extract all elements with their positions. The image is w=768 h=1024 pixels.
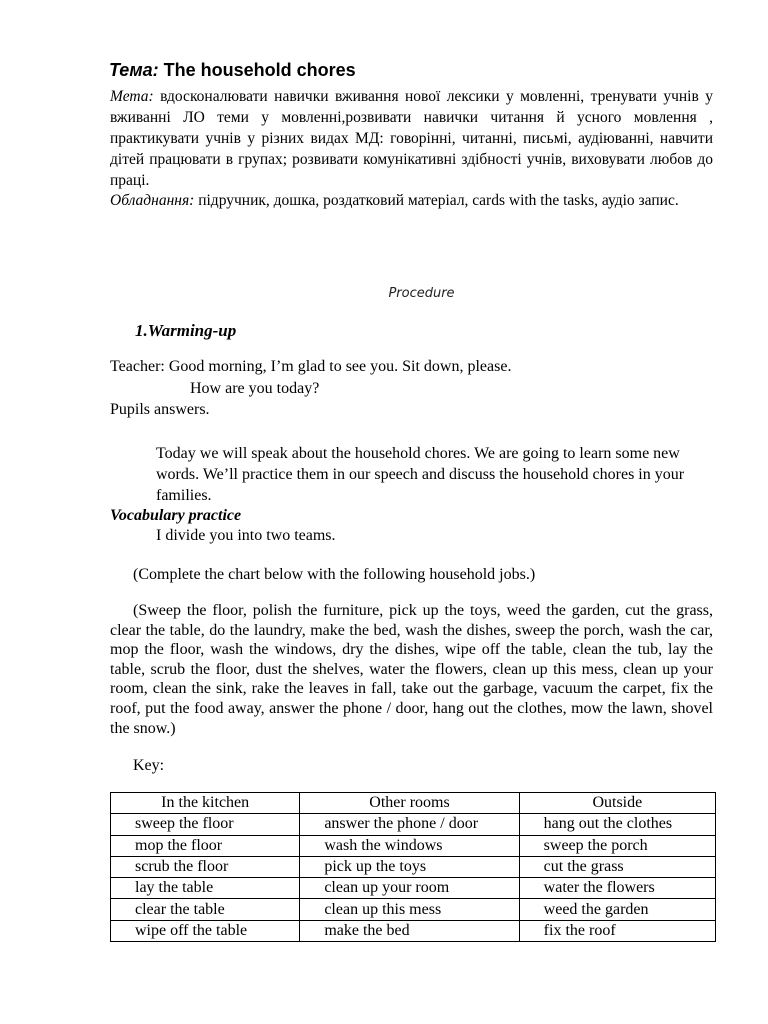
table-row [111,899,716,920]
table-cell: clean up your room [300,878,519,899]
table-cell: pick up the toys [300,856,519,877]
table-row [111,835,716,856]
table-cell: wash the windows [300,835,519,856]
equipment-text: підручник, дошка, роздатковий матеріал, cards with the tasks, аудіо запис. [194,192,679,209]
table-cell: water the flowers [519,878,715,899]
key-label: Key: [133,757,165,774]
table-row [111,856,716,877]
table-cell: clean up this mess [300,899,519,920]
table-row [111,878,716,899]
teacher-greeting: Teacher: Good morning, I’m glad to see you. Sit down, please. [110,358,512,375]
topic-label: Тема: [109,60,159,80]
pupils-answers: Pupils answers. [110,401,210,418]
table-cell: hang out the clothes [519,814,715,835]
chart-instruction: (Complete the chart below with the following household jobs.) [133,566,536,583]
goal-text: вдосконалювати навички вживання нової лексики у мовленні, тренувати учнів у вживанні ЛО теми у мовленні,розвивати навички читання й усного мовлення , практикувати учнів у різних видах МД: говорінні, читанні, письмі, аудіюванні, навчити дітей працювати в групах; розвивати комунікативні здібності учнів, виховувати любов до праці. [110,88,713,189]
table-cell: wipe off the table [111,920,300,941]
table-row [111,920,716,941]
table-cell: sweep the porch [519,835,715,856]
table-row [111,814,716,835]
divide-teams-line: I divide you into two teams. [156,527,336,544]
table-cell: cut the grass [519,856,715,877]
teacher-question: How are you today? [190,380,320,397]
lesson-topic [109,60,356,81]
lesson-goal [110,86,713,191]
lesson-equipment [110,190,713,211]
table-cell: scrub the floor [111,856,300,877]
column-header-kitchen: In the kitchen [111,793,300,814]
table-header-row [111,793,716,814]
table-cell: weed the garden [519,899,715,920]
column-header-outside: Outside [519,793,715,814]
topic-title: The household chores [163,60,356,80]
warming-up-heading: 1.Warming-up [135,321,237,340]
table-cell: answer the phone / door [300,814,519,835]
table-cell: mop the floor [111,835,300,856]
household-jobs-list: (Sweep the floor, polish the furniture, pick up the toys, weed the garden, cut the grass, clear the table, do the laundry, make the bed, wash the dishes, sweep the porch, wash the car, mop the floor, wash the windows, dry the dishes, wipe off the table, clean the tub, lay the table, scrub the floor, dust the shelves, water the flowers, clean up this mess, clean up your room, clean the sink, rake the leaves in fall, take out the garbage, vacuum the carpet, fix the roof, put the food away, answer the phone / door, hang out the clothes, mow the lawn, shovel the snow.) [110,602,713,737]
equipment-label: Обладнання: [110,192,195,209]
vocabulary-heading: Vocabulary practice [110,507,242,524]
column-header-other-rooms: Other rooms [300,793,519,814]
table-cell: sweep the floor [111,814,300,835]
goal-label: Мета: [110,88,154,105]
table-cell: fix the roof [519,920,715,941]
table-cell: lay the table [111,878,300,899]
procedure-heading: Procedure [388,286,455,301]
table-cell: make the bed [300,920,519,941]
table-cell: clear the table [111,899,300,920]
intro-paragraph: Today we will speak about the household chores. We are going to learn some new words. We’ll practice them in our speech and discuss the household chores in your families. [156,445,685,504]
chores-table [110,792,716,942]
